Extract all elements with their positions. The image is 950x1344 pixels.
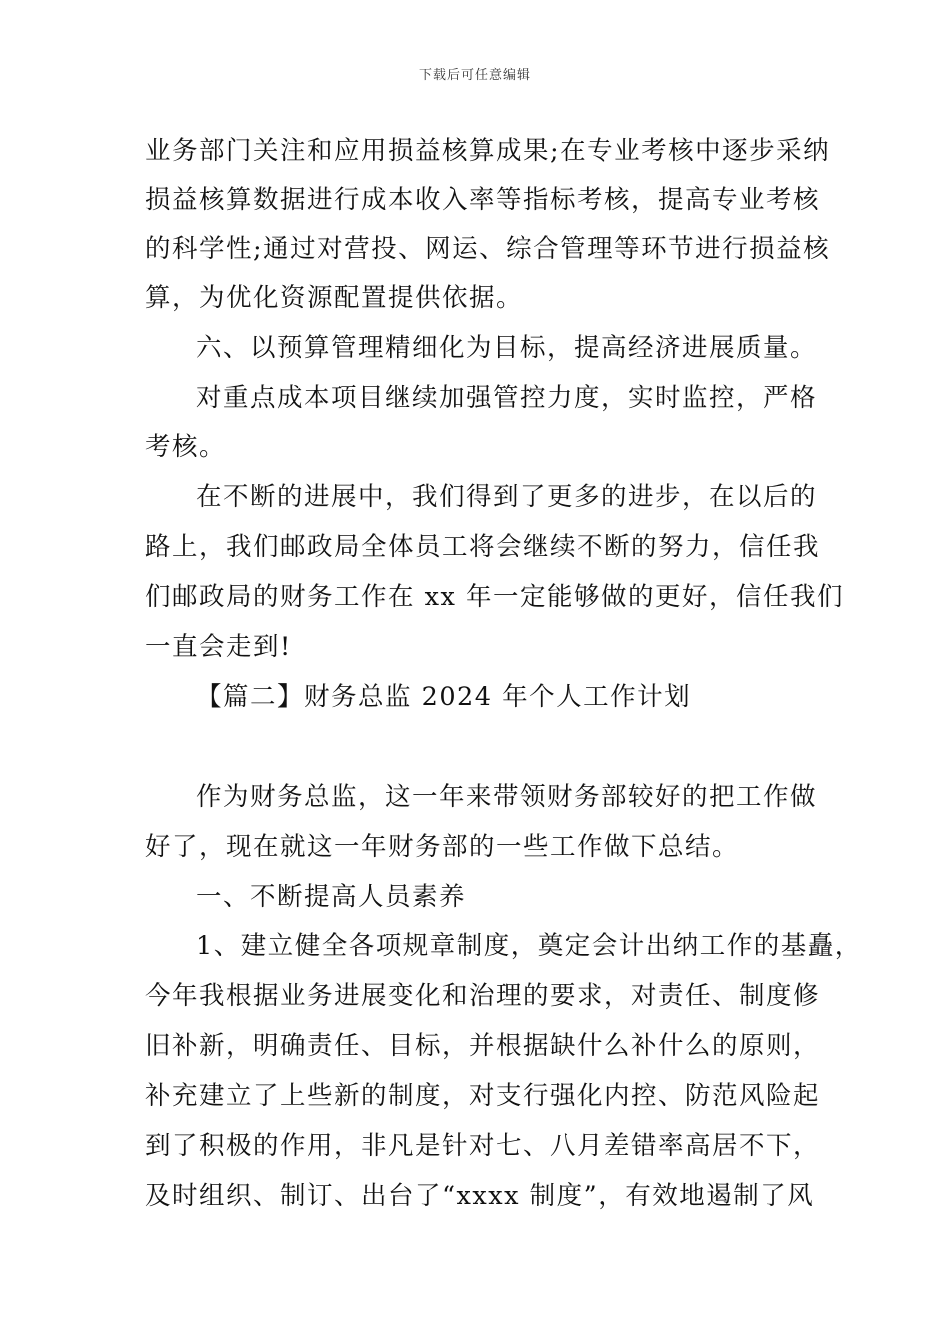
body-line: 今年我根据业务进展变化和治理的要求，对责任、制度修 — [145, 981, 821, 1011]
section-heading: 一、不断提高人员素养 — [196, 882, 467, 912]
body-line: 们邮政局的财务工作在 xx 年一定能够做的更好，信任我们 — [145, 582, 844, 612]
body-line: 路上，我们邮政局全体员工将会继续不断的努力，信任我 — [145, 532, 821, 562]
body-line: 损益核算数据进行成本收入率等指标考核，提高专业考核 — [145, 185, 821, 215]
body-line: 及时组织、制订、出台了“xxxx 制度”，有效地遏制了风 — [145, 1181, 815, 1211]
body-line: 作为财务总监，这一年来带领财务部较好的把工作做 — [196, 782, 818, 812]
body-line: 在不断的进展中，我们得到了更多的进步，在以后的 — [196, 482, 818, 512]
body-line: 到了积极的作用，非凡是针对七、八月差错率高居不下， — [145, 1131, 821, 1161]
article-title: 【篇二】财务总监 2024 年个人工作计划 — [196, 682, 692, 712]
body-line: 好了，现在就这一年财务部的一些工作做下总结。 — [145, 832, 740, 862]
body-line: 1、建立健全各项规章制度，奠定会计出纳工作的基矗， — [196, 931, 862, 961]
page-header: 下载后可任意编辑 — [418, 68, 531, 83]
body-line: 的科学性;通过对营投、网运、综合管理等环节进行损益核 — [145, 234, 831, 264]
body-line: 补充建立了上些新的制度，对支行强化内控、防范风险起 — [145, 1081, 821, 1111]
body-line: 业务部门关注和应用损益核算成果;在专业考核中逐步采纳 — [145, 136, 831, 166]
body-line: 一直会走到! — [145, 632, 292, 662]
section-heading: 六、以预算管理精细化为目标，提高经济进展质量。 — [196, 333, 818, 363]
body-line: 旧补新，明确责任、目标，并根据缺什么补什么的原则， — [145, 1031, 821, 1061]
body-line: 对重点成本项目继续加强管控力度，实时监控，严格 — [196, 383, 818, 413]
body-line: 考核。 — [145, 432, 227, 462]
body-line: 算，为优化资源配置提供依据。 — [145, 283, 524, 313]
